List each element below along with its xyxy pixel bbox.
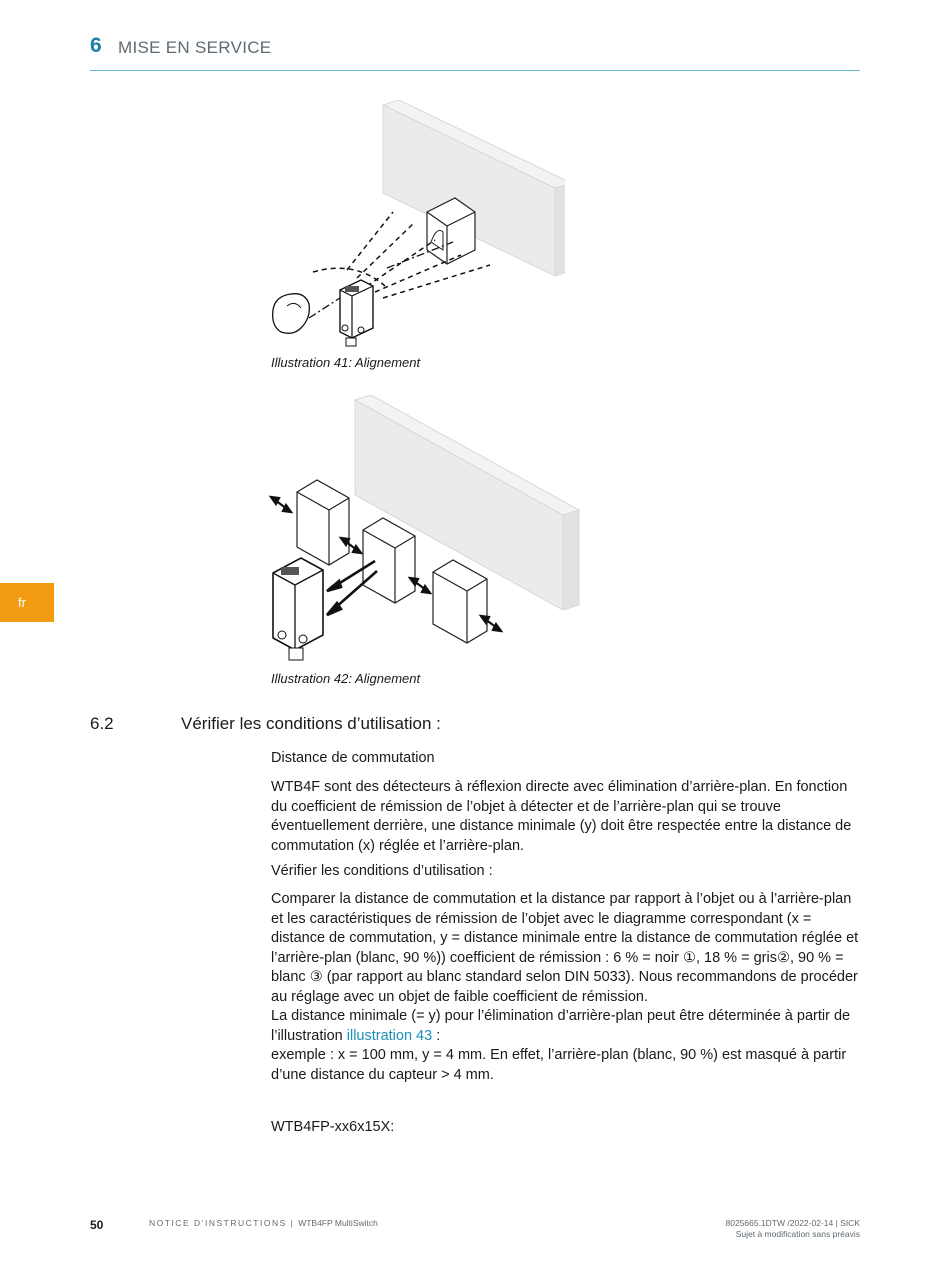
paragraph-3 — [271, 890, 861, 1085]
model-label: WTB4FP-xx6x15X: — [271, 1119, 395, 1135]
illustration-43-link[interactable]: illustration 43 — [346, 1027, 433, 1044]
paragraph-2 — [271, 862, 861, 882]
footer-product: WTB4FP MultiSwitch — [298, 1218, 378, 1228]
paragraph-3-reference — [271, 1007, 861, 1046]
chapter-header — [90, 32, 860, 71]
footer-doc-type: NOTICE D’INSTRUCTIONS — [149, 1218, 287, 1228]
chapter-number: 6 — [90, 34, 102, 57]
paragraph-3-example: exemple : x = 100 mm, y = 4 mm. En effet, l’arrière-plan (blanc, 90 %) est masqué à partir d’une distance du capteur > 4 mm. — [271, 1047, 847, 1083]
paragraph-3-text: Comparer la distance de commutation et la distance par rapport à l’objet ou à l’arrière-plan et les caractéristiques de rémission de l’objet avec le diagramme correspondant (x = distance de commutation, y = distance minimale entre la distance de commutation réglée et l’arrière-plan (blanc, 90 %)) coefficient de rémission : 6 % = noir ①, 18 % = gris②, 90 % = blanc ③ (par rapport au blanc standard selon DIN 5033). Nous recommandons de procéder au réglage avec un objet de faible coefficient de rémission. — [271, 891, 859, 1005]
language-tab[interactable]: fr — [0, 583, 54, 622]
paragraph-1-text: WTB4F sont des détecteurs à réflexion directe avec élimination d’arrière-plan. En fonction du coefficient de rémission de l’objet à détecter et de l’arrière-plan qui se trouve éventuellement derrière, une distance minimale (y) doit être respectée entre la distance de commutation (x) réglée et l’arrière-plan. — [271, 779, 852, 854]
footer-ref-number: 8025665.1DTW /2022-02-14 | SICK — [725, 1218, 860, 1228]
section-number: 6.2 — [90, 714, 114, 733]
reference-text-post: : — [432, 1027, 441, 1044]
paragraph-2-text: Vérifier les conditions d’utilisation : — [271, 863, 493, 879]
footer-document-title — [149, 1218, 378, 1228]
paragraph-1 — [271, 778, 861, 856]
footer-reference — [725, 1218, 860, 1240]
figure-42-alignment — [265, 395, 585, 670]
subheading: Distance de commutation — [271, 750, 435, 766]
figure-41-alignment — [265, 100, 565, 350]
page-number: 50 — [90, 1218, 104, 1232]
section-title: Vérifier les conditions d’utilisation : — [181, 714, 441, 733]
figure-41-caption: Illustration 41: Alignement — [271, 355, 421, 370]
figure-42-caption: Illustration 42: Alignement — [271, 671, 421, 686]
footer-separator: | — [286, 1218, 299, 1228]
chapter-title: MISE EN SERVICE — [118, 38, 272, 57]
reference-text-pre: La distance minimale (= y) pour l’élimination d’arrière-plan peut être déterminée à partir de l’illustration — [271, 1008, 851, 1044]
footer-notice: Sujet à modification sans préavis — [735, 1229, 860, 1239]
